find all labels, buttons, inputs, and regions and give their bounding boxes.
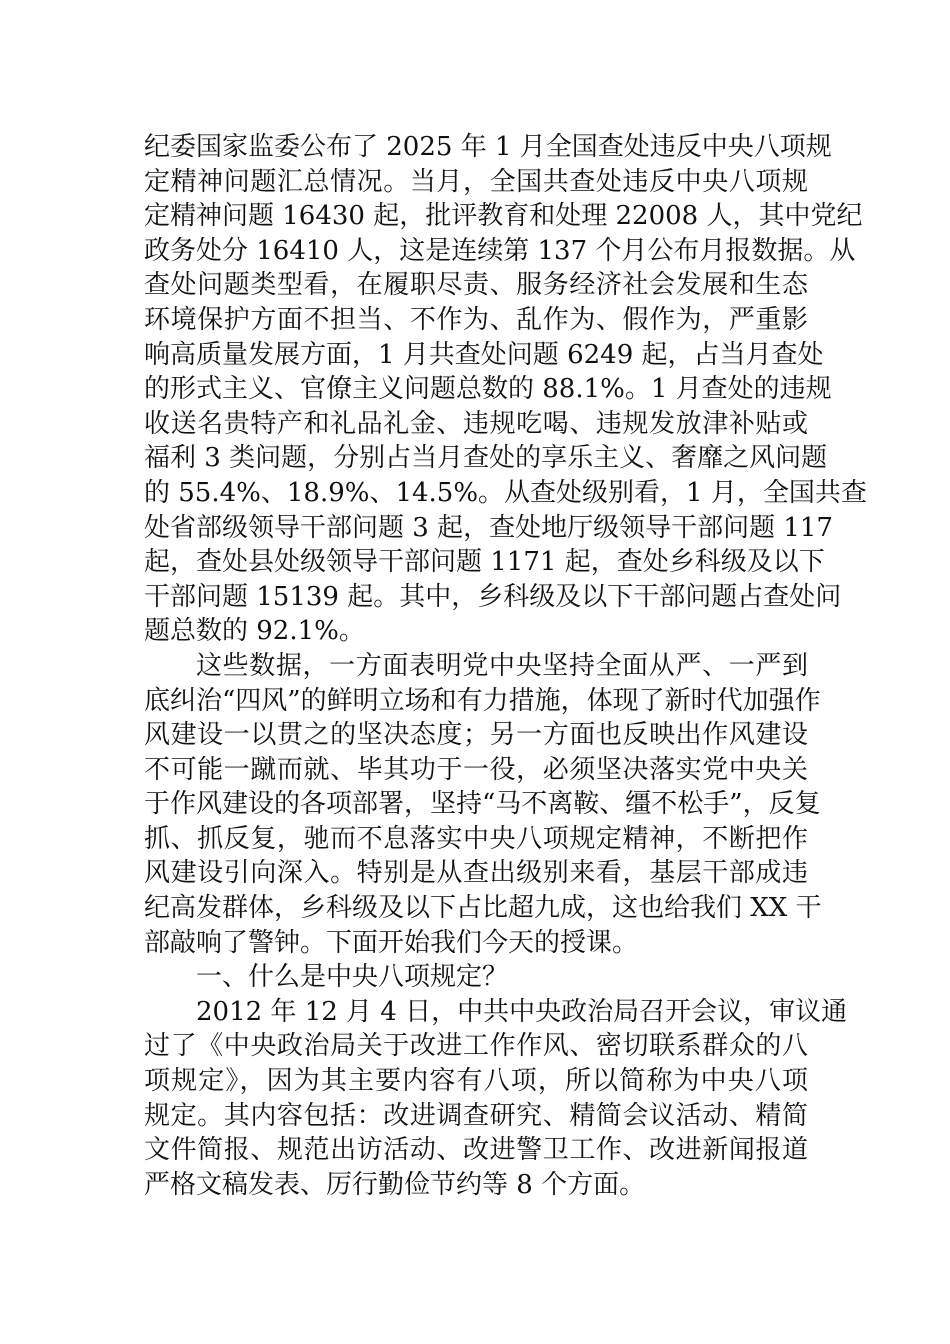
text-line: 抓、抓反复，驰而不息落实中央八项规定精神，不断把作 xyxy=(144,823,808,854)
text-line: 环境保护方面不担当、不作为、乱作为、假作为，严重影 xyxy=(144,304,808,335)
text-line: 过了《中央政治局关于改进工作作风、密切联系群众的八 xyxy=(144,1031,808,1062)
text-line: 纪委国家监委公布了 2025 年 1 月全国查处违反中央八项规 xyxy=(144,132,832,162)
text-line: 处省部级领导干部问题 3 起，查处地厅级领导干部问题 117 xyxy=(144,512,833,543)
text-line: 底纠治“四风”的鲜明立场和有力措施，体现了新时代加强作 xyxy=(144,685,821,716)
text-line: 文件简报、规范出访活动、改进警卫工作、改进新闻报道 xyxy=(144,1135,808,1166)
text-line: 风建设引向深入。特别是从查出级别来看，基层干部成违 xyxy=(144,858,808,889)
paragraph-definition xyxy=(144,995,848,1203)
text-line: 福利 3 类问题，分别占当月查处的享乐主义、奢靡之风问题 xyxy=(144,443,828,474)
heading-text: 一、什么是中央八项规定？ xyxy=(196,962,509,993)
text-line: 的形式主义、官僚主义问题总数的 88.1%。1 月查处的违规 xyxy=(144,374,832,405)
text-line: 定精神问题 16430 起，批评教育和处理 22008 人，其中党纪 xyxy=(144,201,863,232)
paragraph-statistics xyxy=(144,130,867,649)
text-line: 起，查处县处级领导干部问题 1171 起，查处乡科级及以下 xyxy=(144,547,825,578)
text-line: 不可能一蹴而就、毕其功于一役，必须坚决落实党中央关 xyxy=(144,754,808,785)
text-line: 纪高发群体，乡科级及以下占比超九成，这也给我们 XX 干 xyxy=(144,893,822,924)
text-line: 定精神问题汇总情况。当月，全国共查处违反中央八项规 xyxy=(144,166,808,197)
section-heading xyxy=(144,960,808,995)
text-line: 于作风建设的各项部署，坚持“马不离鞍、缰不松手”，反复 xyxy=(144,789,821,820)
text-line: 风建设一以贯之的坚决态度；另一方面也反映出作风建设 xyxy=(144,720,808,751)
text-line: 干部问题 15139 起。其中，乡科级及以下干部问题占查处问 xyxy=(144,581,842,612)
document-body xyxy=(144,130,867,1202)
text-line: 政务处分 16410 人，这是连续第 137 个月公布月报数据。从 xyxy=(144,235,856,266)
text-line: 收送名贵特产和礼品礼金、违规吃喝、违规发放津补贴或 xyxy=(144,408,808,439)
text-line: 规定。其内容包括：改进调查研究、精简会议活动、精简 xyxy=(144,1100,808,1131)
text-line: 这些数据，一方面表明党中央坚持全面从严、一严到 xyxy=(196,650,808,681)
text-line: 2012 年 12 月 4 日，中共中央政治局召开会议，审议通 xyxy=(196,996,848,1027)
text-line: 查处问题类型看，在履职尽责、服务经济社会发展和生态 xyxy=(144,270,808,301)
paragraph-analysis xyxy=(144,649,822,960)
text-line: 严格文稿发表、厉行勤俭节约等 8 个方面。 xyxy=(144,1169,646,1200)
text-line: 部敲响了警钟。下面开始我们今天的授课。 xyxy=(144,927,639,958)
text-line: 题总数的 92.1%。 xyxy=(144,616,365,647)
text-line: 响高质量发展方面，1 月共查处问题 6249 起，占当月查处 xyxy=(144,339,824,370)
text-line: 的 55.4%、18.9%、14.5%。从查处级别看，1 月，全国共查 xyxy=(144,477,867,508)
text-line: 项规定》，因为其主要内容有八项，所以简称为中央八项 xyxy=(144,1066,808,1097)
